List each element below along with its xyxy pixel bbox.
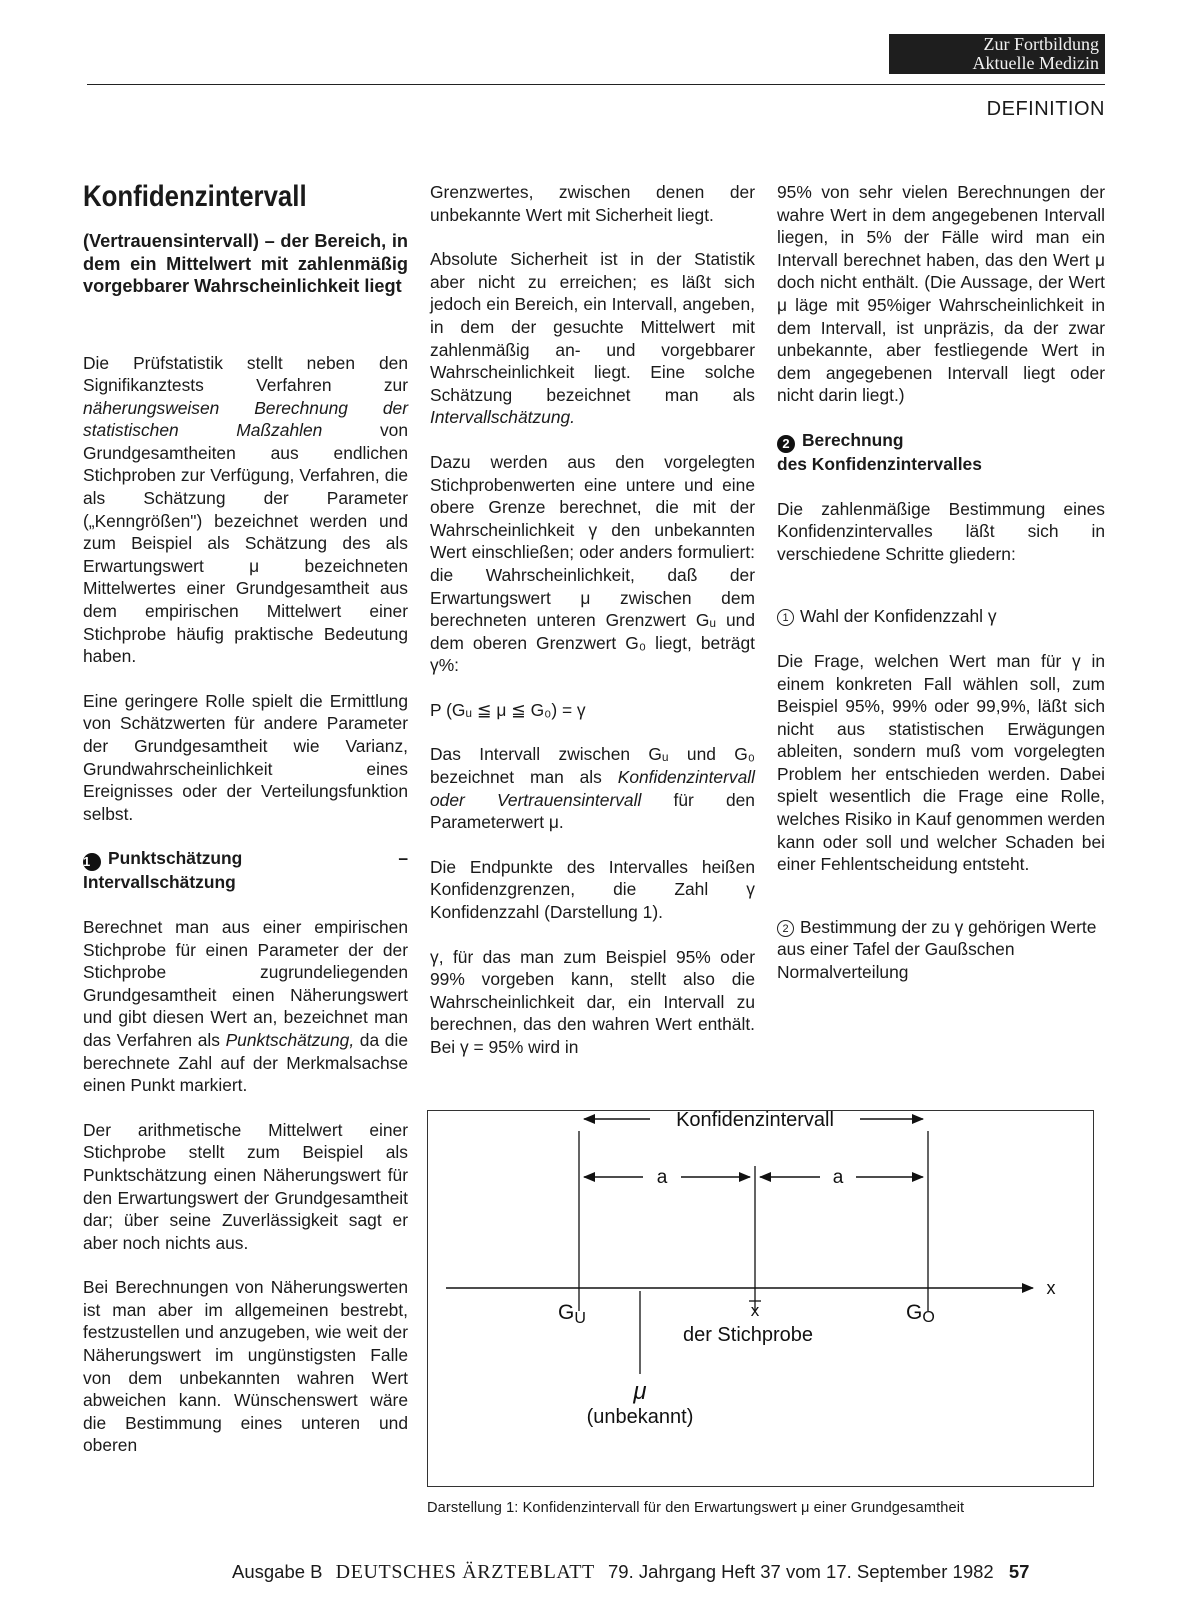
section-1-paragraph-2: Der arithmetische Mittelwert einer Stichprobe stellt zum Beispiel als Punktschätzung einen Näherungswert für den Erwartungswert der Grundgesamtheit dar; über seine Zuverlässigkeit sagt er aber noch nichts aus. xyxy=(83,1119,408,1253)
column-3 xyxy=(777,181,1105,1006)
column-2 xyxy=(430,181,755,1081)
article-subtitle: (Vertrauensintervall) – der Bereich, in dem ein Mittelwert mit zahlenmäßig vorgebbarer Wahrscheinlichkeit liegt xyxy=(83,231,408,296)
x-axis-label: x xyxy=(1046,1278,1056,1298)
col2-paragraph-6: γ, für das man zum Beispiel 95% oder 99% vorgeben kann, stellt also die Wahrscheinlichkeit dar, ein Intervall zu berechnen, das den wahren Wert enthält. Bei γ = 95% wird in xyxy=(430,946,755,1057)
confidence-interval-diagram xyxy=(427,1110,1094,1487)
column-1 xyxy=(83,180,408,1479)
probability-formula: P (Gᵤ ≦ μ ≦ G₀) = γ xyxy=(430,699,586,720)
page-footer xyxy=(232,1561,1029,1584)
section-2-heading: 2 Berechnung des Konfidenzintervalles xyxy=(777,429,982,474)
xbar-label: der Stichprobe xyxy=(682,1324,814,1346)
section-number-2-badge: 2 xyxy=(777,435,795,453)
footer-page-number: 57 xyxy=(1008,1561,1030,1582)
header-rule xyxy=(87,84,1105,85)
figure-caption: Darstellung 1: Konfidenzintervall für den Erwartungswert μ einer Grundgesamtheit xyxy=(427,1500,965,1516)
col3-paragraph-3: Die Frage, welchen Wert man für γ in einem konkreten Fall wählen soll, zum Beispiel 95%, 99% oder 99,9%, läßt sich nicht aus statistischen Erwägungen ableiten, sondern muß vom vorgelegten Problem her entschieden werden. Dabei spielt wesentlich die Frage eine Rolle, welches Risiko in Kauf genommen werden kann oder soll und welcher Schaden bei einer Fehlentscheidung entsteht. xyxy=(777,650,1105,875)
step-2: 2 Bestimmung der zu γ gehörigen Werte aus einer Tafel der Gaußschen Normalverteilung xyxy=(777,916,1097,983)
col2-paragraph-2: Absolute Sicherheit ist in der Statistik aber nicht zu erreichen; es läßt sich jedoch ein Bereich, ein Intervall, angeben, in dem der gesuchte Mittelwert mit zahlenmäßig an- und vorgebbarer Wahrscheinlichkeit liegt. Eine solche Schätzung bezeichnet man als Intervallschätzung. xyxy=(430,249,755,428)
xbar-symbol: x xyxy=(750,1301,760,1320)
mu-label: (unbekannt) xyxy=(586,1406,694,1428)
section-1-paragraph-3: Bei Berechnungen von Näherungswerten ist man aber im allgemeinen bestrebt, festzustellen und anzugeben, wie weit der Näherungswert im ungünstigsten Falle von dem unbekannten wahren Wert abweichen kann. Wünschenswert wäre die Bestimmung eines unteren und oberen xyxy=(83,1277,408,1456)
article-title: Konfidenzintervall xyxy=(83,180,307,213)
section-label: DEFINITION xyxy=(986,98,1105,120)
rubric-line-1: Zur Fortbildung xyxy=(983,34,1099,54)
rubric-badge xyxy=(889,34,1105,74)
col2-paragraph-5: Die Endpunkte des Intervalles heißen Konfidenzgrenzen, die Zahl γ Konfidenzzahl (Darstellung 1). xyxy=(430,856,755,923)
step-1: 1 Wahl der Konfidenzzahl γ xyxy=(777,605,1105,628)
col2-paragraph-4: Das Intervall zwischen Gᵤ und G₀ bezeichnet man als Konfidenzintervall oder Vertrauensintervall für den Parameterwert μ. xyxy=(430,744,755,833)
mu-symbol: μ xyxy=(633,1378,647,1405)
intro-paragraph-2: Eine geringere Rolle spielt die Ermittlung von Schätzwerten für andere Parameter der Grundgesamtheit wie Varianz, Grundwahrscheinlichkeit eines Ereignisses oder der Verteilungsfunktion selbst. xyxy=(83,690,408,824)
section-1-paragraph-1: Berechnet man aus einer empirischen Stichprobe für einen Parameter der der Stichprobe zugrundeliegenden Grundgesamtheit einen Näherungswert und gibt diesen Wert an, bezeichnet man das Verfahren als Punktschätzung, da die berechnete Zahl auf der Merkmalsachse einen Punkt markiert. xyxy=(83,916,408,1096)
col3-paragraph-2: Die zahlenmäßige Bestimmung eines Konfidenzintervalles läßt sich in verschiedene Schritte gliedern: xyxy=(777,498,1105,564)
step-number-1: 1 xyxy=(777,609,794,626)
interval-label: Konfidenzintervall xyxy=(676,1111,834,1131)
footer-publication: DEUTSCHES ÄRZTEBLATT xyxy=(335,1561,595,1583)
a-right-label: a xyxy=(832,1167,844,1188)
go-label: GO xyxy=(906,1301,935,1326)
intro-paragraph-1: Die Prüfstatistik stellt neben den Signifikanztests Verfahren zur näherungsweisen Berechnung der statistischen Maßzahlen von Grundgesamtheiten aus endlichen Stichproben zur Verfügung, Verfahren, die als Schätzung der Parameter („Kenngrößen") bezeichnet werden und zum Beispiel als Schätzung des als Erwartungswert μ bezeichneten Mittelwertes einer Grundgesamtheit aus dem empirischen Mittelwert einer Stichprobe häufig praktische Bedeutung haben. xyxy=(83,352,408,667)
section-1-heading: 1 Punktschätzung – Intervallschätzung xyxy=(83,848,408,893)
col2-paragraph-1: Grenzwertes, zwischen denen der unbekannte Wert mit Sicherheit liegt. xyxy=(430,182,755,225)
col3-paragraph-1: 95% von sehr vielen Berechnungen der wahre Wert in dem angegebenen Intervall liegen, in 5% der Fälle wird man ein Intervall berechnet haben, das den Wert μ doch nicht enthält. (Die Aussage, der Wert μ läge mit 95%iger Wahrscheinlichkeit in dem Intervall, ist unpräzis, da der zwar unbekannte, aber festliegende Wert in dem angegebenen Intervall liegt oder nicht darin liegt.) xyxy=(777,182,1105,406)
footer-issue: 79. Jahrgang Heft 37 vom 17. September 1982 xyxy=(608,1561,994,1582)
gu-label: GU xyxy=(558,1301,586,1327)
col2-paragraph-3: Dazu werden aus den vorgelegten Stichprobenwerten eine untere und eine obere Grenze berechnet, die mit der Wahrscheinlichkeit γ den unbekannten Wert einschließen; oder anders formuliert: die Wahrscheinlichkeit, daß der Erwartungswert μ zwischen dem berechneten unteren Grenzwert Gᵤ und dem oberen Grenzwert G₀ liegt, beträgt γ%: xyxy=(430,451,755,676)
footer-edition: Ausgabe B xyxy=(232,1561,323,1582)
section-number-1-badge: 1 xyxy=(83,853,101,871)
step-number-2: 2 xyxy=(777,920,794,937)
rubric-line-2: Aktuelle Medizin xyxy=(972,53,1099,73)
a-left-label: a xyxy=(656,1167,668,1188)
